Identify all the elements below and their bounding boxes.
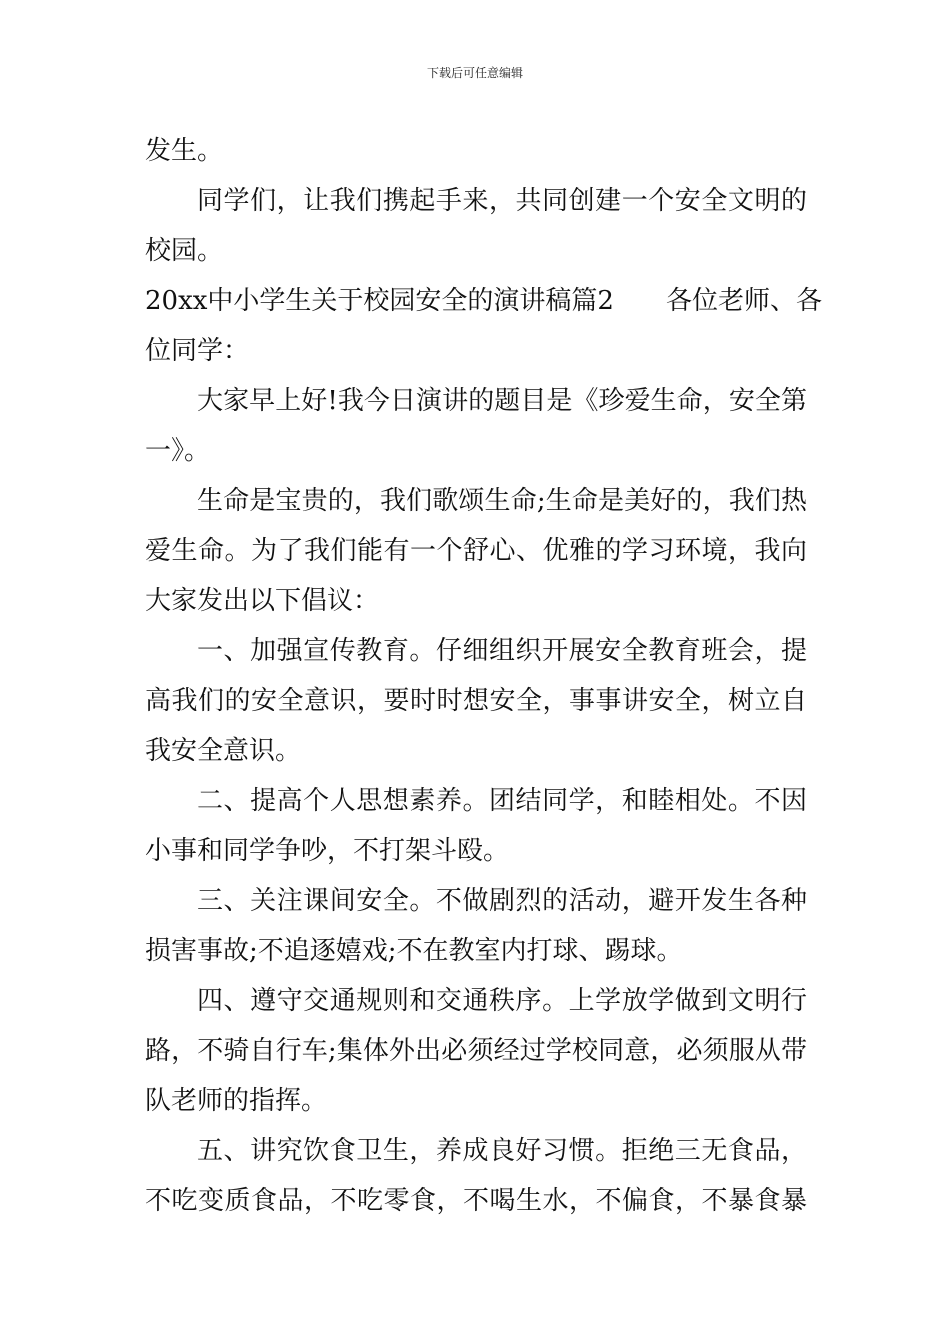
text-line: 爱生命。为了我们能有一个舒心、优雅的学习环境，我向: [145, 536, 807, 566]
text-line: 不吃变质食品，不吃零食，不喝生水，不偏食，不暴食暴: [145, 1186, 807, 1216]
text-line: 二、提高个人思想素养。团结同学，和睦相处。不因: [197, 786, 807, 816]
text-line: 四、遵守交通规则和交通秩序。上学放学做到文明行: [197, 986, 807, 1016]
text-line: 一》。: [145, 436, 211, 466]
text-line: 大家早上好!我今日演讲的题目是《珍爱生命，安全第: [197, 386, 807, 416]
text-line: 校园。: [145, 236, 224, 266]
text-line: 同学们，让我们携起手来，共同创建一个安全文明的: [197, 186, 807, 216]
text-line: 位同学：: [145, 336, 250, 366]
text-line: 高我们的安全意识，要时时想安全，事事讲安全，树立自: [145, 686, 807, 716]
text-line: 一、加强宣传教育。仔细组织开展安全教育班会，提: [197, 636, 807, 666]
document-body: [145, 126, 822, 1226]
text-line: 路，不骑自行车;集体外出必须经过学校同意，必须服从带: [145, 1036, 807, 1066]
text-line: 发生。: [145, 136, 224, 166]
page-header: 下载后可任意编辑: [426, 66, 523, 80]
text-line: 五、讲究饮食卫生，养成良好习惯。拒绝三无食品，: [197, 1136, 807, 1166]
text-line: 损害事故;不追逐嬉戏;不在教室内打球、踢球。: [145, 936, 683, 966]
text-line: 小事和同学争吵，不打架斗殴。: [145, 836, 510, 866]
text-line: 队老师的指挥。: [145, 1086, 328, 1116]
text-line: 大家发出以下倡议：: [145, 586, 380, 616]
text-line: 我安全意识。: [145, 736, 302, 766]
text-line: 20xx中小学生关于校园安全的演讲稿篇2 各位老师、各: [145, 286, 822, 316]
text-line: 三、关注课间安全。不做剧烈的活动，避开发生各种: [197, 886, 807, 916]
text-line: 生命是宝贵的，我们歌颂生命;生命是美好的，我们热: [197, 486, 807, 516]
